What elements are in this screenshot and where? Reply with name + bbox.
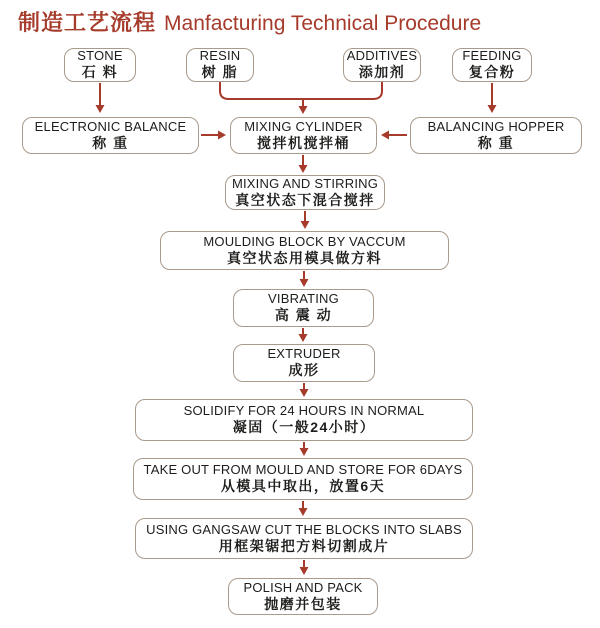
node-mixing-cylinder-label-en: MIXING CYLINDER (244, 118, 363, 134)
node-stone (64, 48, 136, 82)
node-balancing-hopper-label-en: BALANCING HOPPER (427, 118, 565, 134)
node-take-out (133, 458, 473, 500)
node-resin (186, 48, 254, 82)
node-polish-label-en: POLISH AND PACK (243, 579, 363, 595)
node-additives-label-en: ADDITIVES (346, 48, 418, 64)
node-solidify (135, 399, 473, 441)
node-mixing-stirring-label-zh: 真空状态下混合搅拌 (235, 191, 375, 208)
node-balancing-hopper (410, 117, 582, 154)
node-solidify-label-en: SOLIDIFY FOR 24 HOURS IN NORMAL (183, 403, 425, 419)
node-resin-label-en: RESIN (199, 48, 241, 64)
node-feeding-label-en: FEEDING (462, 48, 522, 64)
node-polish (228, 578, 378, 615)
node-take-out-label-zh: 从模具中取出，放置6天 (220, 478, 386, 495)
page-title-english: Manfacturing Technical Procedure (164, 12, 482, 35)
node-vibrating (233, 289, 374, 327)
node-feeding (452, 48, 532, 82)
node-extruder-label-en: EXTRUDER (267, 346, 341, 362)
node-polish-label-zh: 抛磨并包装 (264, 595, 342, 612)
node-stone-label-zh: 石 料 (81, 64, 119, 81)
node-mixing-cylinder-label-zh: 搅拌机搅拌桶 (257, 134, 350, 151)
node-mixing-cylinder (230, 117, 377, 154)
node-vibrating-label-zh: 高 震 动 (274, 307, 333, 324)
node-moulding (160, 231, 449, 270)
node-feeding-label-zh: 复合粉 (468, 64, 516, 81)
node-additives-label-zh: 添加剂 (358, 64, 406, 81)
node-mixing-stirring-label-en: MIXING AND STIRRING (231, 175, 379, 191)
node-gangsaw-label-zh: 用框架锯把方料切割成片 (218, 537, 390, 554)
bracket-resin-additives (220, 82, 382, 99)
node-gangsaw-label-en: USING GANGSAW CUT THE BLOCKS INTO SLABS (146, 521, 462, 537)
node-resin-label-zh: 树 脂 (201, 64, 239, 81)
node-stone-label-en: STONE (77, 48, 123, 64)
node-moulding-label-zh: 真空状态用模具做方料 (227, 249, 382, 266)
node-extruder-label-zh: 成形 (288, 362, 320, 379)
node-electronic-balance-label-en: ELECTRONIC BALANCE (34, 118, 187, 134)
node-vibrating-label-en: VIBRATING (268, 291, 339, 307)
node-mixing-stirring (225, 175, 385, 210)
node-electronic-balance-label-zh: 称 重 (92, 134, 129, 151)
node-balancing-hopper-label-zh: 称 重 (477, 134, 515, 151)
node-solidify-label-zh: 凝固（一般24小时） (232, 419, 376, 436)
page-title-chinese: 制造工艺流程 (18, 10, 157, 35)
node-additives (343, 48, 421, 82)
node-extruder (233, 344, 375, 382)
node-take-out-label-en: TAKE OUT FROM MOULD AND STORE FOR 6DAYS (143, 462, 463, 478)
node-electronic-balance (22, 117, 199, 154)
page-title (18, 6, 481, 37)
node-moulding-label-en: MOULDING BLOCK BY VACCUM (203, 233, 406, 249)
node-gangsaw (135, 518, 473, 559)
